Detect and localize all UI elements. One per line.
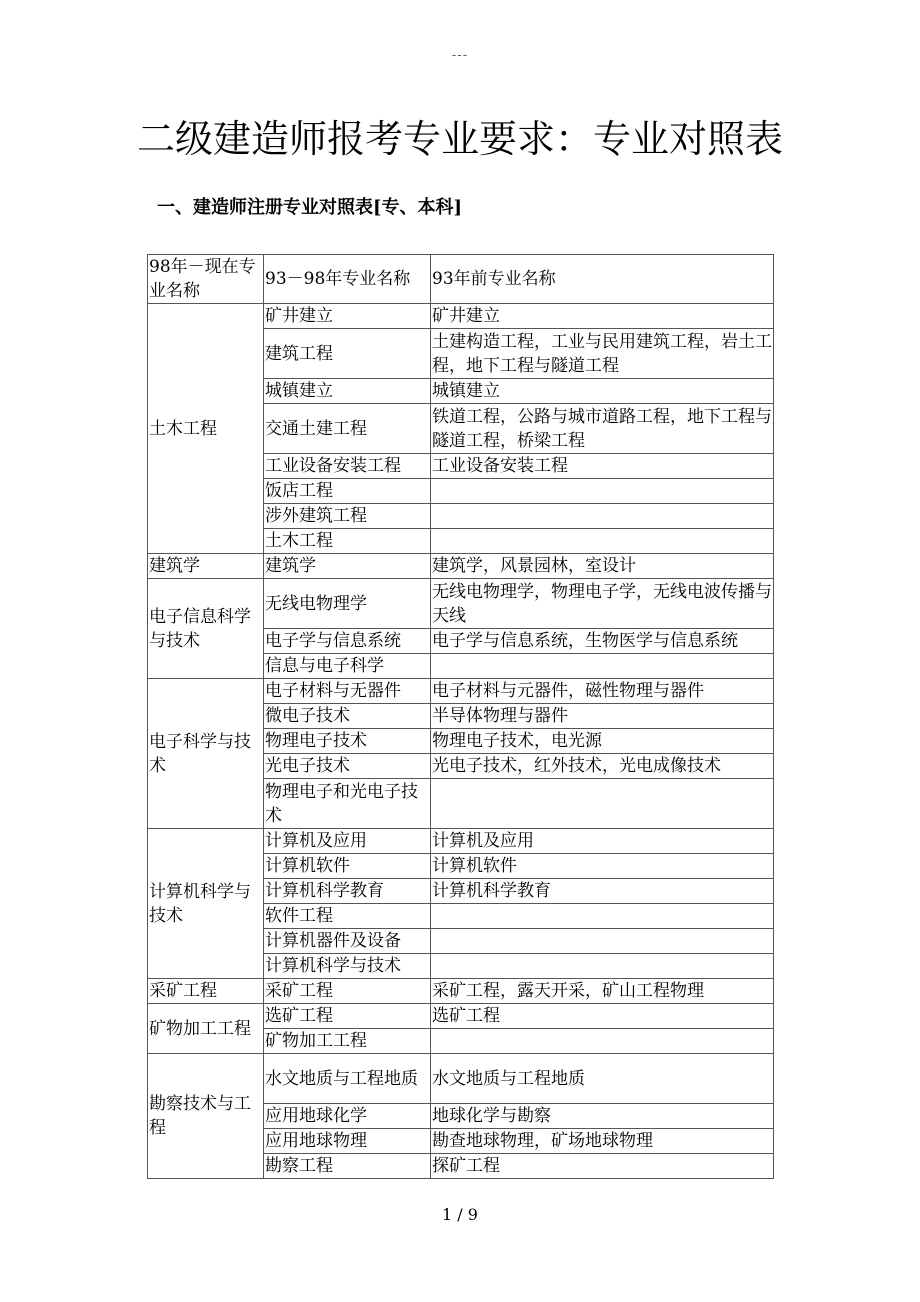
major-pre-93-cell: 计算机及应用 <box>431 829 774 854</box>
major-pre-93-cell: 勘查地球物理，矿场地球物理 <box>431 1129 774 1154</box>
major-93-98-cell: 计算机器件及设备 <box>264 929 431 954</box>
header-cell-93-98: 93－98年专业名称 <box>264 255 431 304</box>
major-93-98-cell: 无线电物理学 <box>264 579 431 629</box>
major-93-98-cell: 计算机软件 <box>264 854 431 879</box>
major-pre-93-cell <box>431 1029 774 1054</box>
major-pre-93-cell <box>431 904 774 929</box>
major-93-98-cell: 勘察工程 <box>264 1154 431 1179</box>
major-93-98-cell: 软件工程 <box>264 904 431 929</box>
major-93-98-cell: 电子学与信息系统 <box>264 629 431 654</box>
major-93-98-cell: 应用地球物理 <box>264 1129 431 1154</box>
major-93-98-cell: 光电子技术 <box>264 754 431 779</box>
major-pre-93-cell <box>431 504 774 529</box>
major-pre-93-cell: 计算机软件 <box>431 854 774 879</box>
major-current-cell: 土木工程 <box>148 304 264 554</box>
major-93-98-cell: 微电子技术 <box>264 704 431 729</box>
major-pre-93-cell: 电子学与信息系统，生物医学与信息系统 <box>431 629 774 654</box>
major-current-cell: 采矿工程 <box>148 979 264 1004</box>
major-current-cell: 电子科学与技术 <box>148 679 264 829</box>
major-93-98-cell: 计算机及应用 <box>264 829 431 854</box>
page-title: 二级建造师报考专业要求：专业对照表 <box>136 117 783 161</box>
major-93-98-cell: 涉外建筑工程 <box>264 504 431 529</box>
table-row <box>148 579 774 629</box>
major-pre-93-cell: 采矿工程，露天开采，矿山工程物理 <box>431 979 774 1004</box>
major-93-98-cell: 电子材料与无器件 <box>264 679 431 704</box>
major-comparison-table <box>147 254 774 1179</box>
page-number: 1 / 9 <box>442 1205 478 1224</box>
major-current-cell: 建筑学 <box>148 554 264 579</box>
major-pre-93-cell <box>431 654 774 679</box>
major-current-cell: 电子信息科学与技术 <box>148 579 264 679</box>
major-pre-93-cell: 城镇建立 <box>431 379 774 404</box>
major-pre-93-cell: 铁道工程，公路与城市道路工程，地下工程与隧道工程，桥梁工程 <box>431 404 774 454</box>
major-93-98-cell: 计算机科学教育 <box>264 879 431 904</box>
major-93-98-cell: 计算机科学与技术 <box>264 954 431 979</box>
header-cell-current: 98年－现在专业名称 <box>148 255 264 304</box>
major-pre-93-cell: 物理电子技术，电光源 <box>431 729 774 754</box>
table-row <box>148 979 774 1004</box>
table-row <box>148 304 774 329</box>
header-mark: --- <box>451 48 469 63</box>
major-93-98-cell: 建筑工程 <box>264 329 431 379</box>
major-pre-93-cell <box>431 929 774 954</box>
major-current-cell: 计算机科学与技术 <box>148 829 264 979</box>
table-row <box>148 554 774 579</box>
major-pre-93-cell: 光电子技术，红外技术，光电成像技术 <box>431 754 774 779</box>
major-pre-93-cell: 探矿工程 <box>431 1154 774 1179</box>
major-93-98-cell: 交通土建工程 <box>264 404 431 454</box>
major-93-98-cell: 选矿工程 <box>264 1004 431 1029</box>
major-current-cell: 矿物加工工程 <box>148 1004 264 1054</box>
major-pre-93-cell <box>431 954 774 979</box>
major-93-98-cell: 土木工程 <box>264 529 431 554</box>
major-pre-93-cell: 无线电物理学，物理电子学，无线电波传播与天线 <box>431 579 774 629</box>
major-93-98-cell: 物理电子技术 <box>264 729 431 754</box>
major-93-98-cell: 城镇建立 <box>264 379 431 404</box>
table-row <box>148 679 774 704</box>
header-cell-pre-93: 93年前专业名称 <box>431 255 774 304</box>
major-pre-93-cell: 水文地质与工程地质 <box>431 1054 774 1104</box>
table-body <box>148 255 774 1179</box>
major-pre-93-cell: 电子材料与元器件，磁性物理与器件 <box>431 679 774 704</box>
major-93-98-cell: 工业设备安装工程 <box>264 454 431 479</box>
major-pre-93-cell: 地球化学与勘察 <box>431 1104 774 1129</box>
major-pre-93-cell <box>431 529 774 554</box>
major-pre-93-cell: 矿井建立 <box>431 304 774 329</box>
major-93-98-cell: 应用地球化学 <box>264 1104 431 1129</box>
major-93-98-cell: 饭店工程 <box>264 479 431 504</box>
major-pre-93-cell: 半导体物理与器件 <box>431 704 774 729</box>
major-current-cell: 勘察技术与工程 <box>148 1054 264 1179</box>
major-93-98-cell: 物理电子和光电子技术 <box>264 779 431 829</box>
table-row <box>148 1004 774 1029</box>
major-pre-93-cell: 建筑学，风景园林，室设计 <box>431 554 774 579</box>
table-row <box>148 1054 774 1104</box>
major-93-98-cell: 水文地质与工程地质 <box>264 1054 431 1104</box>
major-pre-93-cell <box>431 479 774 504</box>
table-header-row <box>148 255 774 304</box>
major-pre-93-cell: 工业设备安装工程 <box>431 454 774 479</box>
major-pre-93-cell <box>431 779 774 829</box>
section-heading: 一、建造师注册专业对照表[专、本科] <box>157 197 463 218</box>
major-93-98-cell: 矿井建立 <box>264 304 431 329</box>
table-row <box>148 829 774 854</box>
major-pre-93-cell: 土建构造工程，工业与民用建筑工程，岩土工程，地下工程与隧道工程 <box>431 329 774 379</box>
major-93-98-cell: 矿物加工工程 <box>264 1029 431 1054</box>
major-93-98-cell: 建筑学 <box>264 554 431 579</box>
major-pre-93-cell: 计算机科学教育 <box>431 879 774 904</box>
major-93-98-cell: 采矿工程 <box>264 979 431 1004</box>
major-pre-93-cell: 选矿工程 <box>431 1004 774 1029</box>
major-93-98-cell: 信息与电子科学 <box>264 654 431 679</box>
